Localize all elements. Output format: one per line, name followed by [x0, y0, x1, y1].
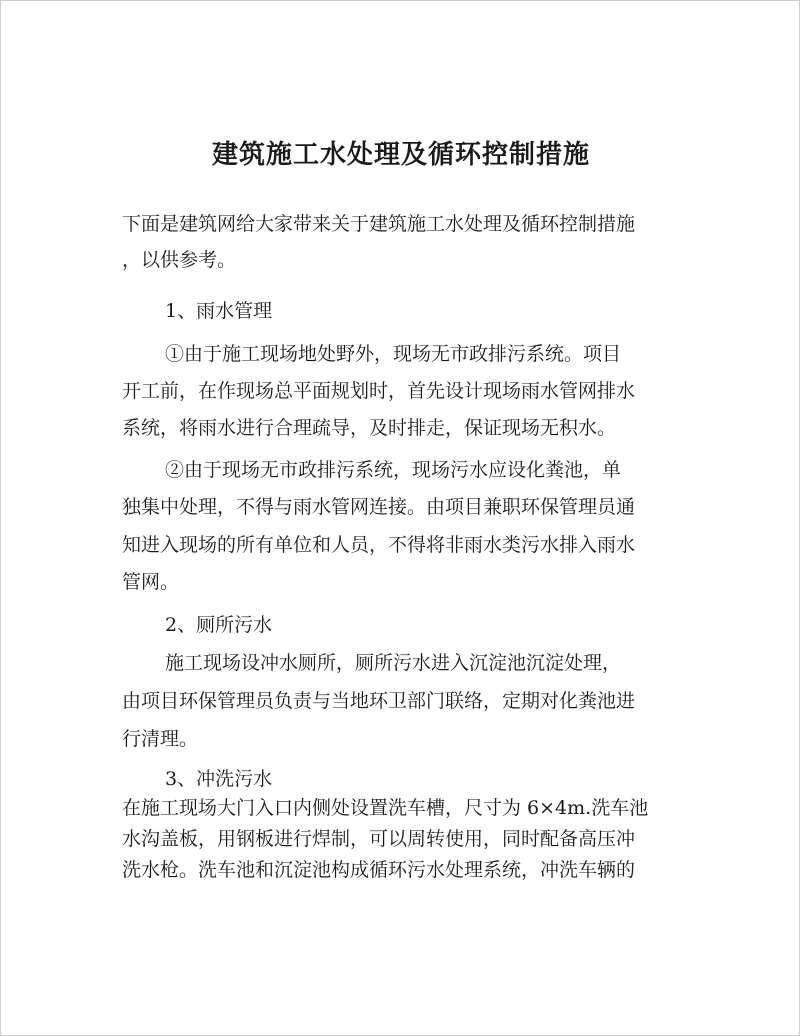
section-1-para-1-line-1: ①由于施工现场地处野外，现场无市政排污系统。项目 — [165, 343, 622, 365]
section-3-para-1-line-2: 水沟盖板，用钢板进行焊制，可以周转使用，同时配备高压冲 — [122, 828, 636, 850]
intro-line-2: ，以供参考。 — [122, 249, 237, 271]
section-3-heading: 3、冲洗污水 — [165, 768, 273, 790]
section-1-heading: 1、雨水管理 — [165, 300, 273, 322]
section-2-para-1-line-1: 施工现场设冲水厕所，厕所污水进入沉淀池沉淀处理， — [165, 652, 622, 674]
section-1-para-2-line-1: ②由于现场无市政排污系统，现场污水应设化粪池，单 — [165, 459, 622, 481]
section-1-para-1-line-3: 系统，将雨水进行合理疏导，及时排走，保证现场无积水。 — [122, 417, 617, 439]
document-title: 建筑施工水处理及循环控制措施 — [211, 140, 590, 170]
section-2-para-1-line-3: 行清理。 — [122, 728, 199, 750]
section-2-heading: 2、厕所污水 — [165, 614, 273, 636]
section-3-para-1-line-3: 洗水枪。洗车池和沉淀池构成循环污水处理系统，冲洗车辆的 — [122, 859, 636, 881]
section-1-para-2-line-2: 独集中处理，不得与雨水管网连接。由项目兼职环保管理员通 — [122, 496, 636, 518]
section-3-para-1-line-1: 在施工现场大门入口内侧处设置洗车槽，尺寸为 6×4m.洗车池 — [122, 797, 649, 819]
section-1-para-2-line-4: 管网。 — [122, 571, 180, 593]
section-2-para-1-line-2: 由项目环保管理员负责与当地环卫部门联络，定期对化粪池进 — [122, 690, 636, 712]
section-1-para-2-line-3: 知进入现场的所有单位和人员，不得将非雨水类污水排入雨水 — [122, 534, 636, 556]
intro-line-1: 下面是建筑网给大家带来关于建筑施工水处理及循环控制措施 — [122, 213, 636, 235]
section-1-para-1-line-2: 开工前，在作现场总平面规划时，首先设计现场雨水管网排水 — [122, 380, 636, 402]
